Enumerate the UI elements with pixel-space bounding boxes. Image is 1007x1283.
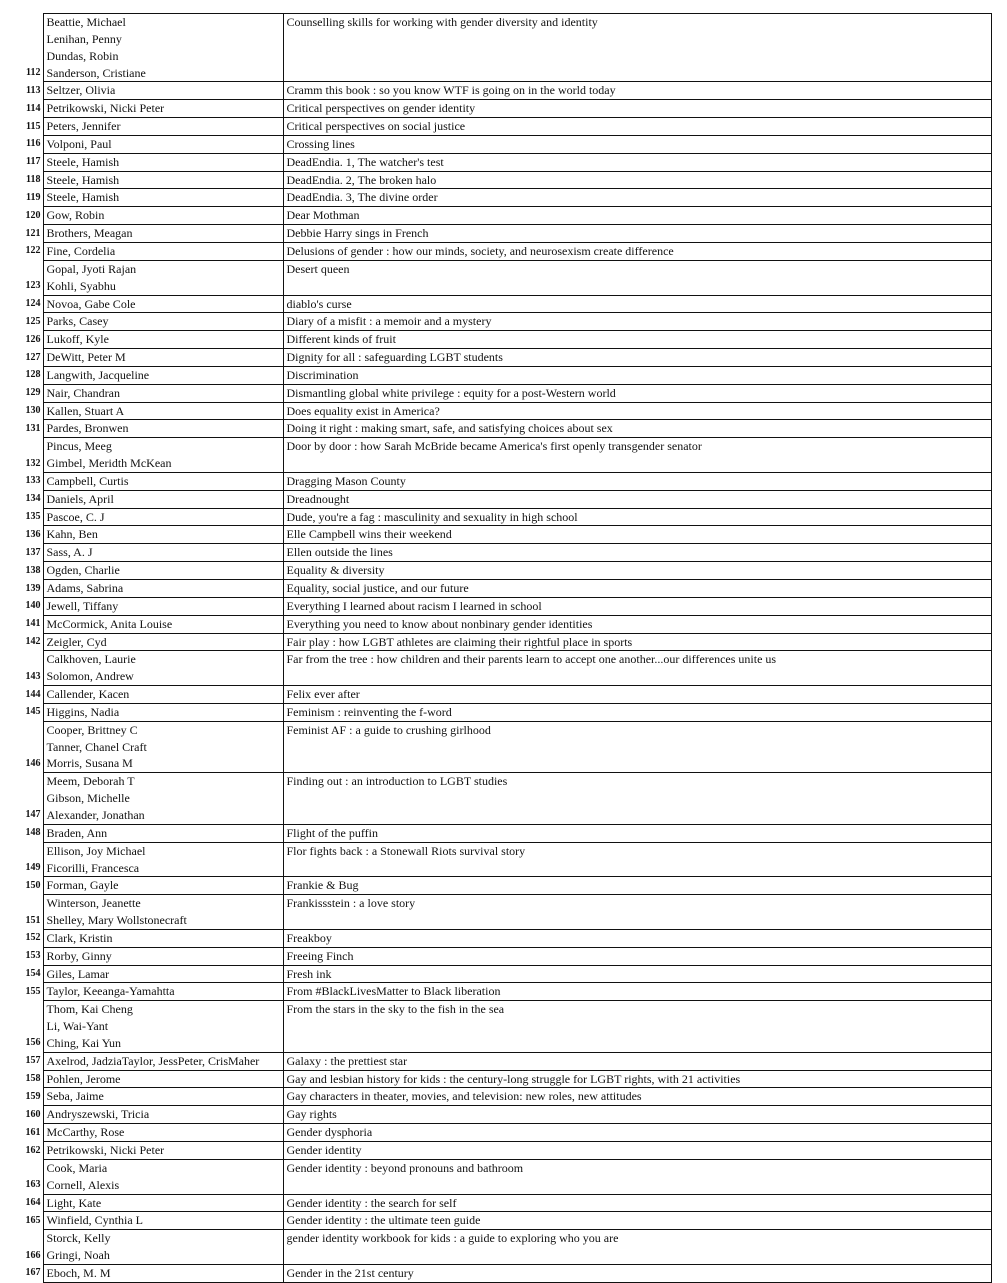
author-name: Li, Wai-Yant [46,1019,109,1034]
author-cell [43,420,283,438]
author-cell [43,153,283,171]
author-cell [43,842,283,877]
table-row [8,349,991,367]
table-row [8,242,991,260]
title-cell: Equality & diversity [283,562,991,580]
title-cell: Elle Campbell wins their weekend [283,526,991,544]
title-cell: DeadEndia. 2, The broken halo [283,171,991,189]
row-number: 145 [25,706,41,718]
table-row [8,773,991,825]
table-row [8,402,991,420]
row-number: 158 [25,1073,41,1085]
title-cell: Diary of a misfit : a memoir and a mystery [283,313,991,331]
author-name: Volponi, Paul [46,136,112,151]
author-cell [43,773,283,825]
title-cell: Discrimination [283,366,991,384]
table-row [8,508,991,526]
author-name: McCarthy, Rose [46,1125,125,1140]
table-row [8,14,991,82]
title-cell: Freeing Finch [283,947,991,965]
author-cell [43,947,283,965]
author-cell [43,135,283,153]
title-cell: Dreadnought [283,490,991,508]
table-row [8,580,991,598]
author-name: Ficorilli, Francesca [46,860,140,875]
author-name: Beattie, Michael [46,15,126,29]
row-number: 155 [25,985,41,997]
author-cell [43,615,283,633]
row-number: 151 [25,914,41,926]
author-name: Braden, Ann [46,825,108,840]
author-cell [43,207,283,225]
author-cell [43,965,283,983]
author-name: Alexander, Jonathan [46,807,145,822]
title-cell: Dude, you're a fag : masculinity and sexuality in high school [283,508,991,526]
author-name: Petrikowski, Nicki Peter [46,101,165,116]
title-cell: Critical perspectives on social justice [283,118,991,136]
row-number: 164 [25,1197,41,1209]
table-row [8,686,991,704]
author-cell [43,1070,283,1088]
author-name: Shelley, Mary Wollstonecraft [46,913,187,928]
author-cell [43,895,283,930]
table-row [8,207,991,225]
author-cell [43,225,283,243]
title-cell: Finding out : an introduction to LGBT studies [283,773,991,825]
title-cell: Counselling skills for working with gender diversity and identity [283,14,991,82]
title-cell: Gay and lesbian history for kids : the century-long struggle for LGBT rights, with 21 activities [283,1070,991,1088]
author-name: Kallen, Stuart A [46,403,125,418]
author-name: Gopal, Jyoti Rajan [46,261,137,276]
table-row [8,313,991,331]
table-row [8,633,991,651]
author-name: Steele, Hamish [46,172,120,187]
author-name: Sanderson, Cristiane [46,65,146,80]
author-cell [43,438,283,473]
row-number: 135 [25,511,41,523]
author-cell [43,580,283,598]
title-cell: Fair play : how LGBT athletes are claiming their rightful place in sports [283,633,991,651]
author-name: Gimbel, Meridth McKean [46,456,172,471]
title-cell: DeadEndia. 3, The divine order [283,189,991,207]
title-cell: Flor fights back : a Stonewall Riots survival story [283,842,991,877]
author-name: Pardes, Bronwen [46,421,129,436]
author-name: Lenihan, Penny [46,31,122,46]
title-cell: Gender dysphoria [283,1124,991,1142]
table-row [8,438,991,473]
table-row [8,615,991,633]
author-name: Taylor, Keeanga-Yamahtta [46,984,175,999]
author-name: Kahn, Ben [46,527,98,542]
table-row [8,526,991,544]
row-number: 149 [25,862,41,873]
table-row [8,983,991,1001]
author-cell [43,1052,283,1070]
author-name: Novoa, Gabe Cole [46,296,136,311]
row-number: 137 [25,546,41,558]
title-cell: Gender identity : beyond pronouns and bathroom [283,1159,991,1194]
title-cell: From the stars in the sky to the fish in the sea [283,1001,991,1053]
table-row [8,1230,991,1265]
table-row [8,384,991,402]
title-cell: Doing it right : making smart, safe, and satisfying choices about sex [283,420,991,438]
row-number: 112 [26,67,41,79]
row-number: 153 [25,950,41,962]
table-row [8,877,991,895]
author-name: Andryszewski, Tricia [46,1107,150,1122]
author-cell [43,189,283,207]
author-name: Thom, Kai Cheng [46,1002,133,1017]
author-cell [43,490,283,508]
row-number: 129 [25,387,41,399]
row-number: 128 [25,369,41,381]
table-row [8,82,991,100]
title-cell: DeadEndia. 1, The watcher's test [283,153,991,171]
title-cell: Crossing lines [283,135,991,153]
author-name: Peters, Jennifer [46,119,121,134]
row-number: 157 [25,1055,41,1067]
row-number: 162 [25,1144,41,1156]
table-row [8,472,991,490]
author-name: Ogden, Charlie [46,563,120,578]
author-name: DeWitt, Peter M [46,350,126,365]
author-name: Sass, A. J [46,545,93,560]
row-number: 163 [25,1179,41,1191]
author-name: Cornell, Alexis [46,1177,120,1192]
author-name: Parks, Casey [46,314,109,329]
table-row [8,895,991,930]
row-number: 113 [26,84,41,96]
author-cell [43,526,283,544]
title-cell: Fresh ink [283,965,991,983]
author-name: Forman, Gayle [46,878,119,893]
author-cell [43,508,283,526]
author-name: Ellison, Joy Michael [46,843,146,858]
title-cell: Everything you need to know about nonbinary gender identities [283,615,991,633]
author-name: Tanner, Chanel Craft [46,739,147,754]
author-name: Gibson, Michelle [46,791,130,806]
table-row [8,1106,991,1124]
table-row [8,544,991,562]
author-name: Eboch, M. M [46,1265,111,1280]
author-name: Steele, Hamish [46,154,120,169]
row-number: 139 [25,582,41,594]
row-number: 147 [25,809,41,821]
author-name: Solomon, Andrew [46,669,134,684]
title-cell: Gender identity : the search for self [283,1194,991,1212]
table-row [8,189,991,207]
author-name: Pascoe, C. J [46,509,105,524]
title-cell: Does equality exist in America? [283,402,991,420]
author-cell [43,544,283,562]
author-name: Winfield, Cynthia L [46,1213,143,1228]
title-cell: Debbie Harry sings in French [283,225,991,243]
author-cell [43,242,283,260]
author-name: Petrikowski, Nicki Peter [46,1143,165,1157]
table-row [8,171,991,189]
table-row [8,965,991,983]
row-number: 146 [25,757,41,769]
author-name: Ching, Kai Yun [46,1035,122,1050]
row-number: 127 [25,351,41,363]
table-row [8,929,991,947]
title-cell: Frankissstein : a love story [283,895,991,930]
table-row [8,420,991,438]
title-cell: Feminism : reinventing the f-word [283,703,991,721]
author-cell [43,824,283,842]
title-cell: Dismantling global white privilege : equity for a post-Western world [283,384,991,402]
table-row [8,295,991,313]
table-row [8,1142,991,1160]
title-cell: Flight of the puffin [283,824,991,842]
author-cell [43,1212,283,1230]
table-row [8,490,991,508]
author-name: Cook, Maria [46,1160,108,1175]
author-name: McCormick, Anita Louise [46,616,173,631]
row-number: 150 [25,879,41,891]
author-cell [43,1088,283,1106]
author-cell [43,1194,283,1212]
table-row [8,1001,991,1053]
table-row [8,562,991,580]
row-number: 132 [25,457,41,469]
author-name: Brothers, Meagan [46,226,133,241]
author-cell [43,366,283,384]
row-number: 148 [25,827,41,839]
author-cell [43,349,283,367]
row-number: 117 [26,156,41,168]
author-name: Jewell, Tiffany [46,598,119,613]
row-number: 156 [25,1037,41,1049]
title-cell: Dear Mothman [283,207,991,225]
row-number: 140 [25,600,41,612]
author-cell [43,929,283,947]
row-number: 154 [25,968,41,980]
row-number: 124 [25,298,41,309]
author-name: Callender, Kacen [46,687,130,702]
row-number: 161 [25,1126,41,1138]
table-row [8,366,991,384]
row-number: 134 [25,493,41,505]
row-number: 152 [25,932,41,944]
title-cell: Cramm this book : so you know WTF is going on in the world today [283,82,991,100]
title-cell: Door by door : how Sarah McBride became America's first openly transgender senator [283,438,991,473]
title-cell: Gender in the 21st century [283,1264,991,1282]
title-cell: Feminist AF : a guide to crushing girlhood [283,721,991,773]
author-cell [43,295,283,313]
title-cell: Galaxy : the prettiest star [283,1052,991,1070]
row-number: 118 [26,174,41,186]
table-row [8,225,991,243]
row-number: 141 [25,618,41,630]
author-name: Giles, Lamar [46,966,110,981]
author-cell [43,82,283,100]
table-row [8,118,991,136]
author-cell [43,1124,283,1142]
author-name: Zeigler, Cyd [46,634,107,649]
author-cell [43,100,283,118]
author-cell [43,1264,283,1282]
table-row [8,721,991,773]
table-row [8,1159,991,1194]
author-name: Campbell, Curtis [46,473,129,488]
author-name: Pohlen, Jerome [46,1071,121,1086]
row-number: 115 [26,120,41,132]
author-name: Winterson, Jeanette [46,896,141,911]
table-row [8,651,991,686]
title-cell: Felix ever after [283,686,991,704]
author-cell [43,118,283,136]
table-row [8,1264,991,1282]
table-row [8,331,991,349]
row-number: 114 [26,102,41,114]
title-cell: Equality, social justice, and our future [283,580,991,598]
author-name: Clark, Kristin [46,930,113,945]
author-name: Rorby, Ginny [46,948,112,963]
author-name: Pincus, Meeg [46,439,112,454]
author-cell [43,983,283,1001]
table-row [8,153,991,171]
title-cell: Critical perspectives on gender identity [283,100,991,118]
author-cell [43,1001,283,1053]
row-number: 144 [25,688,41,700]
author-name: Morris, Susana M [46,756,133,771]
author-name: Seltzer, Olivia [46,83,116,98]
table-row [8,1088,991,1106]
title-cell: diablo's curse [283,295,991,313]
author-name: Light, Kate [46,1195,102,1210]
author-cell [43,313,283,331]
table-row [8,1194,991,1212]
table-row [8,703,991,721]
title-cell: Freakboy [283,929,991,947]
author-cell [43,171,283,189]
title-cell: Gay rights [283,1106,991,1124]
author-name: Gringi, Noah [46,1248,110,1263]
book-list-table [8,13,992,1283]
author-name: Meem, Deborah T [46,774,135,789]
table-row [8,1212,991,1230]
row-number: 131 [25,422,41,434]
author-cell [43,384,283,402]
table-row [8,842,991,877]
table-row [8,1052,991,1070]
row-number: 159 [25,1090,41,1102]
row-number: 119 [26,191,41,203]
author-name: Daniels, April [46,491,114,506]
title-cell: Far from the tree : how children and their parents learn to accept one another...our differences unite us [283,651,991,686]
author-name: Higgins, Nadia [46,704,120,719]
row-number: 122 [25,245,41,257]
row-number: 142 [25,636,41,648]
author-cell [43,597,283,615]
row-number: 165 [25,1214,41,1226]
author-cell [43,1106,283,1124]
row-number: 116 [26,138,41,150]
row-number: 166 [25,1249,41,1261]
row-number: 167 [25,1267,41,1279]
author-name: Fine, Cordelia [46,243,116,258]
title-cell: Desert queen [283,260,991,295]
author-name: Nair, Chandran [46,385,120,400]
book-list-body [8,14,991,1283]
author-name: Steele, Hamish [46,190,120,205]
title-cell: Dragging Mason County [283,472,991,490]
title-cell: Gay characters in theater, movies, and television: new roles, new attitudes [283,1088,991,1106]
title-cell: From #BlackLivesMatter to Black liberation [283,983,991,1001]
author-name: Lukoff, Kyle [46,332,109,347]
table-row [8,100,991,118]
title-cell: Frankie & Bug [283,877,991,895]
author-cell [43,562,283,580]
author-cell [43,721,283,773]
author-cell [43,633,283,651]
title-cell: Ellen outside the lines [283,544,991,562]
table-row [8,947,991,965]
row-number: 123 [25,280,41,292]
title-cell: Dignity for all : safeguarding LGBT students [283,349,991,367]
table-row [8,260,991,295]
table-row [8,1070,991,1088]
author-name: Seba, Jaime [46,1089,104,1104]
row-number: 136 [25,528,41,540]
author-name: Kohli, Syabhu [46,278,116,293]
row-number: 120 [25,209,41,221]
author-name: Gow, Robin [46,208,105,223]
row-number: 126 [25,333,41,345]
author-name: Langwith, Jacqueline [46,367,150,382]
row-number: 133 [25,475,41,487]
author-cell [43,331,283,349]
table-row [8,135,991,153]
author-name: Axelrod, JadziaTaylor, JessPeter, CrisMaher [46,1053,260,1068]
row-number: 143 [25,670,41,682]
author-cell [43,472,283,490]
title-cell: Delusions of gender : how our minds, society, and neurosexism create difference [283,242,991,260]
title-cell: Gender identity : the ultimate teen guide [283,1212,991,1230]
author-cell [43,703,283,721]
row-number: 125 [25,315,41,327]
title-cell: Gender identity [283,1142,991,1160]
author-cell [43,686,283,704]
row-number: 130 [25,405,41,417]
author-name: Cooper, Brittney C [46,722,138,737]
title-cell: gender identity workbook for kids : a guide to exploring who you are [283,1230,991,1265]
author-cell [43,402,283,420]
author-cell [43,1159,283,1194]
author-cell [43,14,283,82]
author-cell [43,260,283,295]
author-name: Storck, Kelly [46,1231,111,1246]
table-row [8,597,991,615]
author-name: Dundas, Robin [46,48,119,63]
title-cell: Different kinds of fruit [283,331,991,349]
table-row [8,824,991,842]
title-cell: Everything I learned about racism I learned in school [283,597,991,615]
author-name: Adams, Sabrina [46,581,124,595]
author-cell [43,877,283,895]
row-number: 121 [25,227,41,239]
author-name: Calkhoven, Laurie [46,652,136,667]
author-cell [43,1142,283,1160]
row-number: 138 [25,564,41,576]
table-row [8,1124,991,1142]
author-cell [43,651,283,686]
author-cell [43,1230,283,1265]
row-number: 160 [25,1108,41,1120]
